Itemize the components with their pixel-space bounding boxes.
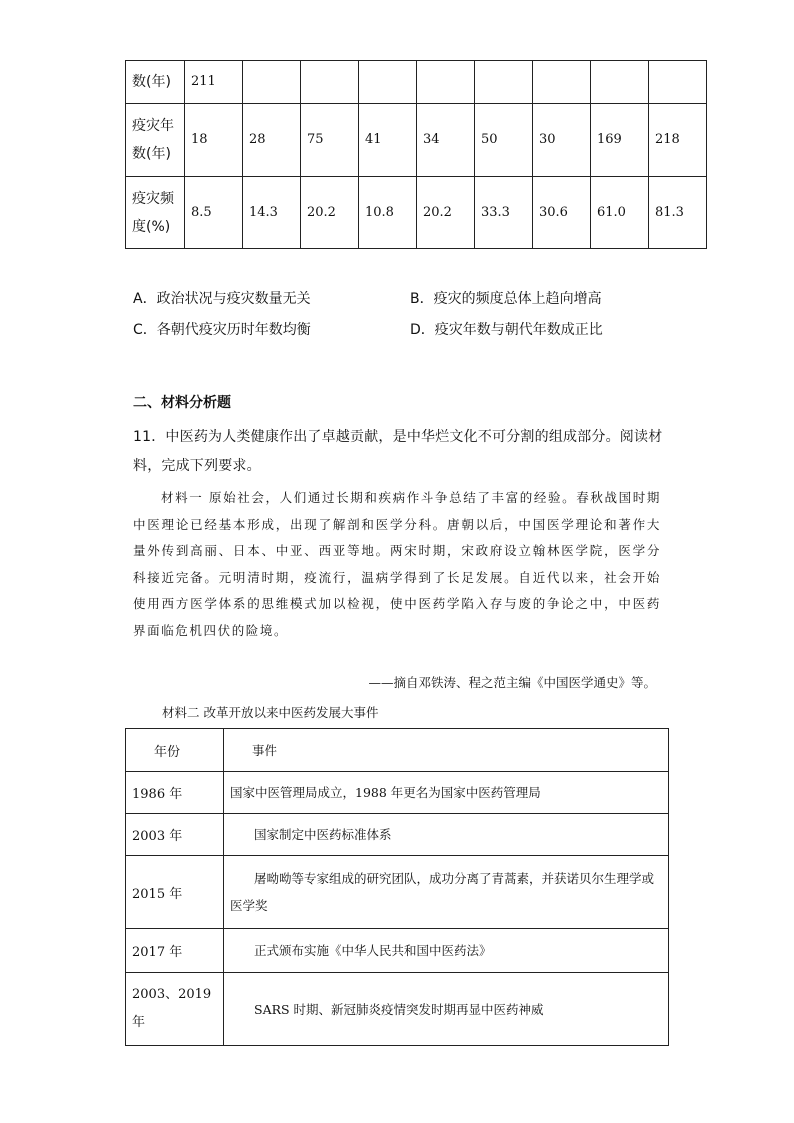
event-text: 正式颁布实施《中华人民共和国中医药法》 — [224, 929, 669, 973]
event-year: 2003、2019 年 — [126, 973, 224, 1046]
table-cell: 10.8 — [359, 177, 417, 249]
table-cell — [301, 61, 359, 104]
table-cell: 18 — [185, 104, 243, 177]
table-cell — [533, 61, 591, 104]
option-d[interactable]: D．疫灾年数与朝代年数成正比 — [410, 322, 603, 338]
table-row — [126, 61, 707, 104]
event-year: 1986 年 — [126, 772, 224, 814]
table-cell — [475, 61, 533, 104]
table-cell — [359, 61, 417, 104]
table-cell: 33.3 — [475, 177, 533, 249]
table-cell: 41 — [359, 104, 417, 177]
column-header-year: 年份 — [126, 729, 224, 772]
table-cell: 75 — [301, 104, 359, 177]
event-year: 2017 年 — [126, 929, 224, 973]
table-row — [126, 814, 669, 856]
row-label: 数(年) — [126, 61, 185, 104]
table-cell: 50 — [475, 104, 533, 177]
table-cell: 30 — [533, 104, 591, 177]
table-row — [126, 177, 707, 249]
column-header-event: 事件 — [224, 729, 669, 772]
table-cell: 14.3 — [243, 177, 301, 249]
table-row — [126, 856, 669, 929]
row-label: 疫灾频度(%) — [126, 177, 185, 249]
table-cell: 28 — [243, 104, 301, 177]
table-header-row — [126, 729, 669, 772]
table-cell: 20.2 — [301, 177, 359, 249]
table-cell: 211 — [185, 61, 243, 104]
section-title: 二、材料分析题 — [133, 395, 231, 411]
table-cell: 81.3 — [649, 177, 707, 249]
option-b[interactable]: B．疫灾的频度总体上趋向增高 — [410, 291, 602, 307]
table-cell — [243, 61, 301, 104]
event-text: 屠呦呦等专家组成的研究团队，成功分离了青蒿素，并获诺贝尔生理学或医学奖 — [224, 856, 669, 929]
table-cell: 218 — [649, 104, 707, 177]
table-cell — [649, 61, 707, 104]
table-row — [126, 104, 707, 177]
table-cell: 61.0 — [591, 177, 649, 249]
event-text: SARS 时期、新冠肺炎疫情突发时期再显中医药神威 — [224, 973, 669, 1046]
event-text: 国家中医管理局成立，1988 年更名为国家中医药管理局 — [224, 772, 669, 814]
table-cell: 30.6 — [533, 177, 591, 249]
material-one-source: ——摘自邓铁涛、程之范主编《中国医学通史》等。 — [368, 675, 656, 690]
event-year: 2003 年 — [126, 814, 224, 856]
material-one-text: 材料一 原始社会，人们通过长期和疾病作斗争总结了丰富的经验。春秋战国时期中医理论已经基本形成，出现了解剖和医学分科。唐朝以后，中国医学理论和著作大量外传到高丽、日本、中亚、西亚等地。两宋时期，宋政府设立翰林医学院，医学分科接近完备。元明清时期，疫流行，温病学得到了长足发展。自近代以来，社会开始使用西方医学体系的思维模式加以检视，使中医药学陷入存与废的争论之中，中医药界面临危机四伏的险境。 — [133, 490, 661, 638]
table-cell: 169 — [591, 104, 649, 177]
table-cell — [417, 61, 475, 104]
question-text: 11．中医药为人类健康作出了卓越贡献，是中华烂文化不可分割的组成部分。阅读材料，完成下列要求。 — [133, 429, 663, 474]
epidemic-data-table — [125, 60, 707, 249]
table-cell: 20.2 — [417, 177, 475, 249]
table-row — [126, 772, 669, 814]
table-row — [126, 973, 669, 1046]
row-label: 疫灾年数(年) — [126, 104, 185, 177]
table-row — [126, 929, 669, 973]
table-cell: 34 — [417, 104, 475, 177]
material-two-title: 材料二 改革开放以来中医药发展大事件 — [162, 705, 379, 720]
option-c[interactable]: C．各朝代疫灾历时年数均衡 — [133, 322, 311, 338]
option-a[interactable]: A．政治状况与疫灾数量无关 — [133, 291, 311, 307]
event-year: 2015 年 — [126, 856, 224, 929]
table-cell: 8.5 — [185, 177, 243, 249]
table-cell — [591, 61, 649, 104]
events-table — [125, 728, 669, 1046]
event-text: 国家制定中医药标准体系 — [224, 814, 669, 856]
